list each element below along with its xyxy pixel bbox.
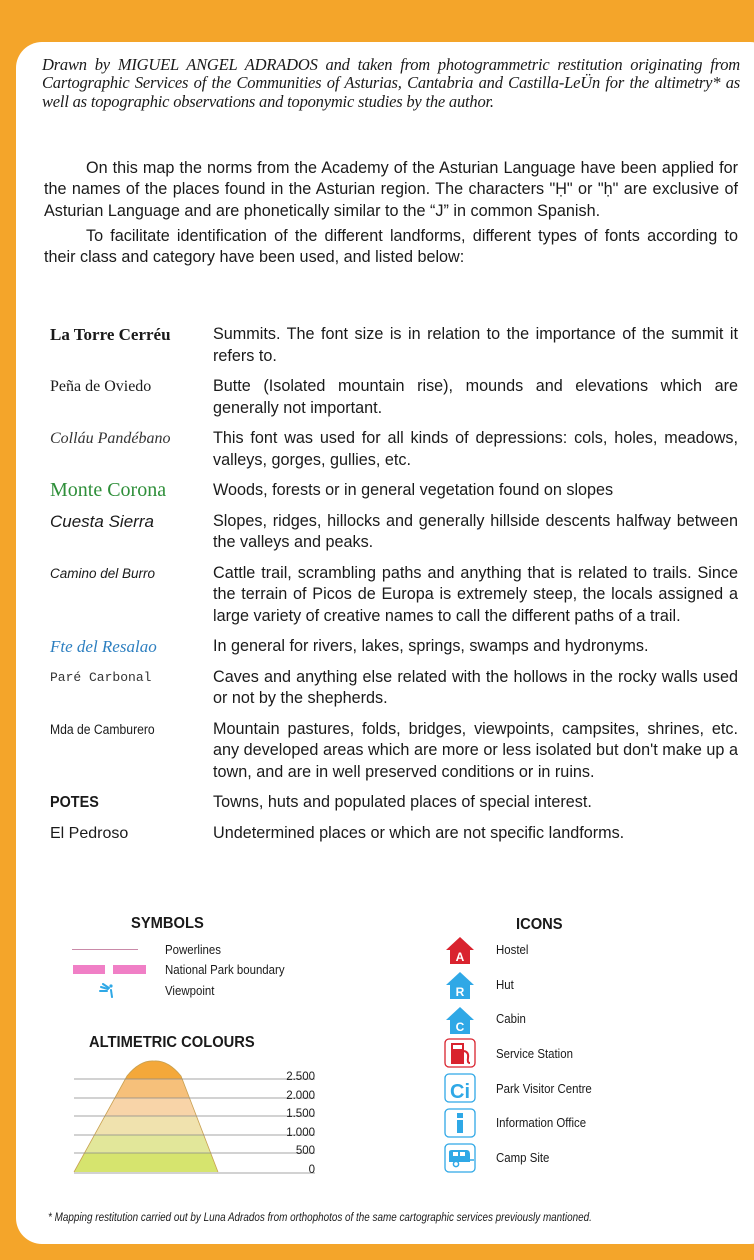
font-description: Towns, huts and populated places of special interest. [213, 793, 592, 811]
information-icon [444, 1108, 476, 1138]
svg-text:A: A [455, 950, 465, 964]
font-sample: Fte del Resalao [50, 637, 157, 656]
font-description: Summits. The font size is in relation to the importance of the summit it refers to. [213, 325, 738, 365]
altitude-label: 2.000 [286, 1089, 315, 1102]
legend-row [50, 428, 738, 471]
font-description: Undetermined places or which are not specific landforms. [213, 823, 625, 842]
symbol-label: Viewpoint [165, 983, 215, 998]
legend-row [50, 792, 738, 814]
font-description: In general for rivers, lakes, springs, swamps and hydronyms. [213, 637, 649, 655]
park-boundary-symbol [73, 965, 105, 974]
altimetric-heading: ALTIMETRIC COLOURS [89, 1034, 255, 1051]
svg-text:R: R [455, 985, 465, 999]
altitude-label: 500 [295, 1145, 315, 1157]
icons-heading: ICONS [516, 916, 563, 933]
symbol-label: National Park boundary [165, 962, 285, 977]
legend-row [50, 511, 738, 554]
altitude-labels [240, 1068, 315, 1179]
powerline-symbol [72, 949, 138, 950]
footnote: * Mapping restitution carried out by Luna Adrados from orthophotos of the same cartographic services previously mantioned. [48, 1212, 592, 1224]
font-description: This font was used for all kinds of depressions: cols, holes, meadows, valleys, gorges, gullies, etc. [213, 429, 738, 469]
icon-label: Service Station [496, 1046, 573, 1061]
font-description: Slopes, ridges, hillocks and generally hillside descents halfway between the valleys and peaks. [213, 511, 738, 551]
altitude-label: 0 [308, 1163, 315, 1176]
legend-row [50, 480, 738, 502]
icon-label: Information Office [496, 1115, 587, 1130]
icon-label: Camp Site [496, 1150, 550, 1165]
legend-row [50, 823, 738, 845]
font-sample: Monte Corona [50, 479, 167, 501]
legend-row [50, 324, 738, 367]
intro-paragraph: On this map the norms from the Academy of the Asturian Language have been applied for the names of the places found in the Asturian region. The characters "Ḥ" or "ḥ" are exclusive of Asturian Language and are phonetically similar to the “J” in common Spanish. [44, 159, 738, 220]
altitude-label: 1.000 [286, 1126, 315, 1139]
font-description: Cattle trail, scrambling paths and anything that is related to trails. Since the terrain of Picos de Europa is extremely steep, the locals assigned a large variety of creative names to call the different paths of a trail. [213, 563, 738, 625]
font-sample: La Torre Cerréu [50, 325, 171, 344]
hostel-icon [444, 935, 476, 965]
altitude-label: 2.500 [286, 1071, 315, 1083]
font-sample: Peña de Oviedo [50, 378, 152, 395]
viewpoint-icon [99, 983, 117, 998]
font-sample: Camino del Burro [50, 565, 156, 581]
legend-row [50, 636, 738, 658]
font-sample: POTES [50, 794, 99, 811]
symbol-label: Powerlines [165, 942, 221, 957]
legend-row [50, 667, 738, 710]
font-sample: Paré Carbonal [50, 669, 152, 685]
icon-label: Cabin [496, 1011, 526, 1026]
cabin-icon [444, 1005, 476, 1035]
font-sample: Mda de Camburero [50, 721, 155, 737]
svg-text:Ci: Ci [450, 1081, 470, 1103]
font-sample: El Pedroso [50, 824, 129, 842]
symbols-heading: SYMBOLS [131, 915, 204, 932]
intro [44, 158, 738, 272]
visitor-centre-icon [444, 1073, 476, 1103]
fuel-pump-icon [444, 1038, 476, 1068]
font-sample: Colláu Pandébano [50, 430, 171, 447]
caravan-icon [444, 1143, 476, 1173]
font-description: Butte (Isolated mountain rise), mounds and elevations which are generally not important. [213, 377, 738, 417]
font-description: Mountain pastures, folds, bridges, viewpoints, campsites, shrines, etc. any developed areas which are more or less isolated but don't make up a town, and are in well preserved conditions or in ruins. [213, 719, 738, 781]
legend-row [50, 563, 738, 628]
svg-text:C: C [455, 1020, 465, 1034]
credit-paragraph: Drawn by MIGUEL ANGEL ADRADOS and taken from photogrammetric restitution originating from Cartographic Services of the Communities of Asturias, Cantabria and Castilla-LeÜn for the altimetry* as well as topographic observations and toponymic studies by the author. [42, 55, 740, 111]
hut-icon [444, 970, 476, 1000]
font-description: Woods, forests or in general vegetation found on slopes [213, 481, 614, 499]
altitude-label: 1.500 [286, 1108, 315, 1120]
legend-row [50, 376, 738, 419]
icon-label: Hostel [496, 942, 529, 957]
park-boundary-symbol [113, 965, 146, 974]
font-legend [50, 324, 738, 853]
legend-row [50, 719, 738, 784]
icon-label: Park Visitor Centre [496, 1081, 592, 1096]
font-sample: Cuesta Sierra [50, 511, 154, 531]
font-description: Caves and anything else related with the hollows in the rocky walls used or not by the shepherds. [213, 667, 738, 707]
intro-paragraph: To facilitate identification of the different landforms, different types of fonts according to their class and category have been used, and listed below: [44, 226, 738, 267]
icon-label: Hut [496, 977, 514, 992]
